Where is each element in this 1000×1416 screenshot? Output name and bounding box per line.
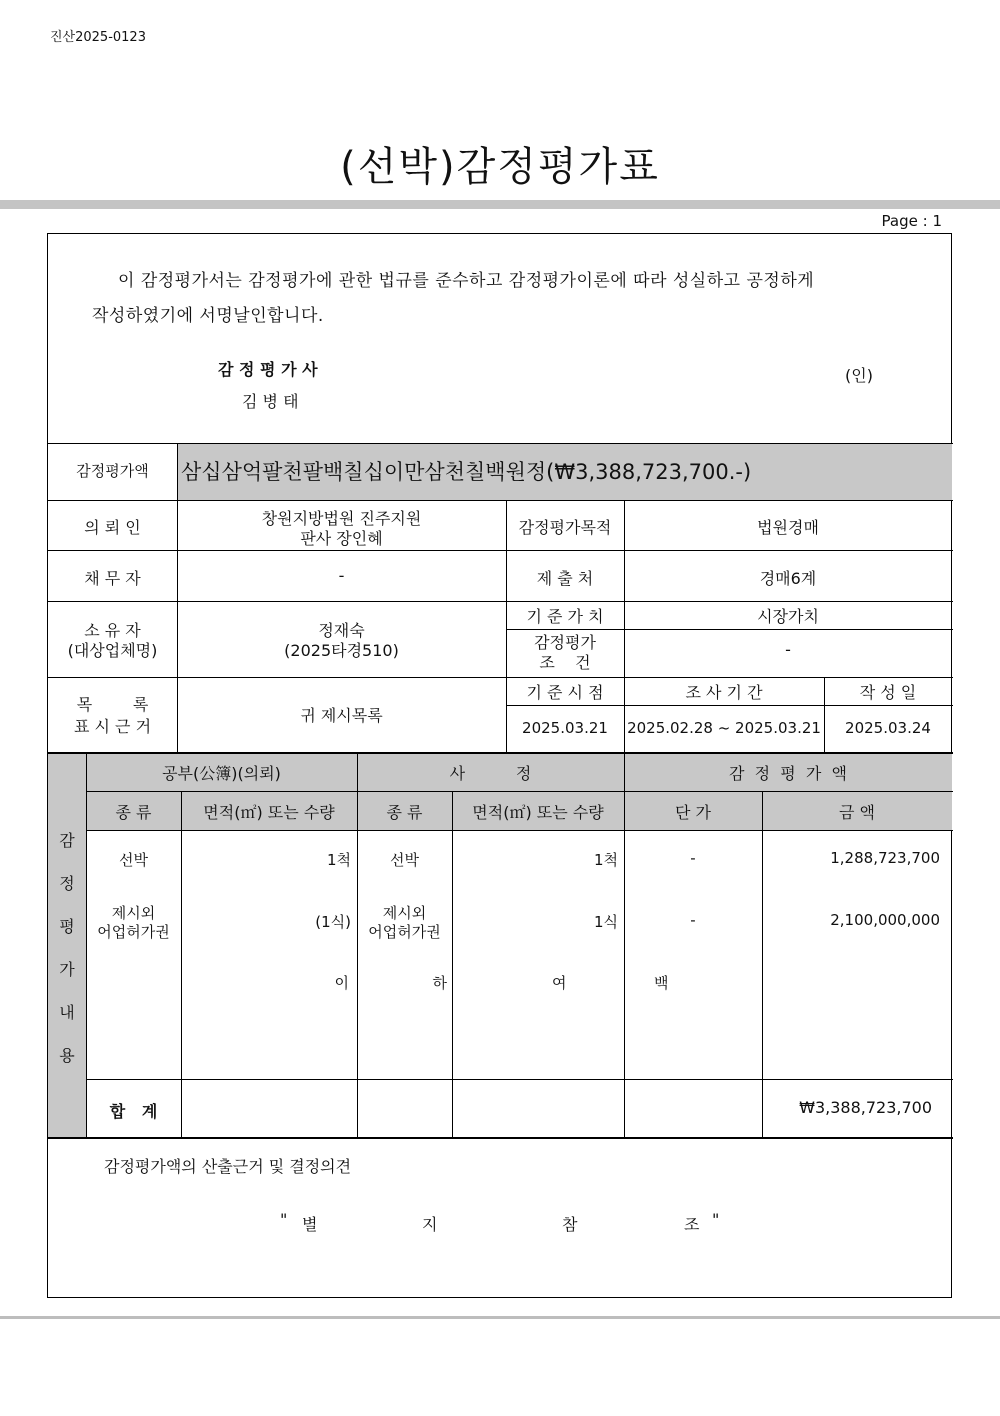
row2-amount: 2,100,000,000	[830, 911, 940, 929]
side-char-3: 평	[59, 917, 75, 936]
row2-qty: (1식)	[315, 913, 351, 931]
total-amount: ₩3,388,723,700	[799, 1098, 932, 1117]
reference-word-3: 참	[562, 1215, 578, 1234]
appraisal-form	[47, 233, 952, 1298]
side-char-4: 가	[59, 960, 75, 979]
row1-qty: 1척	[326, 851, 351, 869]
row2-kind: 제시외	[111, 904, 156, 922]
base-date-label: 기 준 시 점	[526, 683, 604, 702]
written-date: 2025.03.24	[845, 719, 931, 737]
written-date-label: 작 성 일	[859, 683, 917, 702]
submit-value: 경매6계	[759, 569, 817, 588]
opinion-heading: 감정평가액의 산출근거 및 결정의견	[104, 1157, 352, 1176]
reference-word-1: 별	[302, 1215, 318, 1234]
side-char-2: 정	[59, 874, 75, 893]
owner-sublabel: (대상업체명)	[67, 641, 158, 660]
row2-kind-2: 제시외	[382, 904, 427, 922]
survey-period-label: 조 사 기 간	[685, 683, 763, 702]
page-number: Page : 1	[881, 212, 942, 230]
declaration-line-2: 작성하였기에 서명날인합니다.	[92, 306, 324, 326]
col-area-2: 면적(㎡) 또는 수량	[472, 803, 604, 822]
col-kind: 종 류	[115, 803, 152, 822]
owner-case: (2025타경510)	[284, 641, 399, 660]
col-kind-2: 종 류	[386, 803, 423, 822]
col-amount: 금 액	[839, 803, 875, 822]
blank-mark-3: 여	[552, 974, 567, 992]
side-label-shade	[48, 754, 86, 1138]
owner-label: 소 유 자	[84, 621, 141, 640]
purpose-value: 법원경매	[757, 518, 819, 537]
row1-kind: 선박	[119, 851, 148, 869]
list-sublabel: 표 시 근 거	[73, 717, 152, 736]
purpose-label: 감정평가목적	[518, 518, 612, 537]
document-number: 진산2025-0123	[50, 30, 146, 45]
row1-amount: 1,288,723,700	[830, 849, 940, 867]
list-label: 목 록	[76, 695, 149, 714]
blank-mark-1: 이	[334, 974, 349, 992]
base-date: 2025.03.21	[522, 719, 608, 737]
row1-kind-2: 선박	[390, 851, 419, 869]
basis-value-label: 기 준 가 치	[526, 607, 604, 626]
requester-court: 창원지방법원 진주지원	[261, 509, 422, 528]
group-value: 감 정 평 가 액	[729, 764, 847, 783]
condition-value: -	[785, 640, 791, 659]
page-title: (선박)감정평가표	[340, 144, 660, 190]
row1-qty-2: 1척	[593, 851, 618, 869]
amount-label: 감정평가액	[76, 462, 149, 480]
col-unit-price: 단 가	[675, 803, 711, 822]
footer-divider	[0, 1316, 1000, 1319]
reference-quote-open: "	[280, 1210, 288, 1229]
row2-qty-2: 1식	[593, 913, 618, 931]
side-char-1: 감	[59, 831, 75, 850]
seal-mark: (인)	[845, 366, 873, 385]
submit-label: 제 출 처	[536, 569, 594, 588]
blank-mark-2: 하	[432, 974, 447, 992]
debtor-value: -	[338, 566, 345, 585]
condition-sublabel: 조 건	[539, 653, 591, 672]
amount-value: 삼십삼억팔천팔백칠십이만삼천칠백원정(₩3,388,723,700.-)	[181, 460, 752, 484]
appraiser-name: 김 병 태	[242, 392, 299, 411]
requester-label: 의 뢰 인	[84, 518, 141, 537]
header-divider	[0, 200, 1000, 209]
debtor-label: 채 무 자	[84, 569, 141, 588]
row2-unit-price: -	[690, 911, 696, 929]
side-char-6: 용	[59, 1046, 75, 1065]
blank-mark-4: 백	[654, 974, 669, 992]
owner-name: 정재숙	[318, 621, 365, 640]
row1-unit-price: -	[690, 849, 696, 867]
list-value: 귀 제시목록	[300, 706, 383, 725]
condition-label: 감정평가	[534, 633, 596, 652]
group-registry: 공부(公簿)(의뢰)	[162, 764, 281, 783]
declaration-line-1: 이 감정평가서는 감정평가에 관한 법규를 준수하고 감정평가이론에 따라 성실하고 공정하게	[118, 271, 815, 291]
total-label: 합 계	[109, 1102, 158, 1121]
side-char-5: 내	[59, 1003, 75, 1022]
group-actual: 사 정	[449, 764, 532, 783]
survey-period: 2025.02.28 ~ 2025.03.21	[627, 719, 821, 737]
reference-quote-close: "	[712, 1210, 720, 1229]
reference-word-4: 조	[684, 1215, 700, 1234]
row2-kind-2-sub: 어업허가권	[368, 923, 441, 941]
row2-kind-sub: 어업허가권	[97, 923, 170, 941]
requester-judge: 판사 장인혜	[300, 529, 383, 548]
appraiser-title: 감 정 평 가 사	[218, 360, 318, 379]
col-area: 면적(㎡) 또는 수량	[203, 803, 335, 822]
reference-word-2: 지	[422, 1215, 438, 1234]
basis-value: 시장가치	[757, 607, 819, 626]
